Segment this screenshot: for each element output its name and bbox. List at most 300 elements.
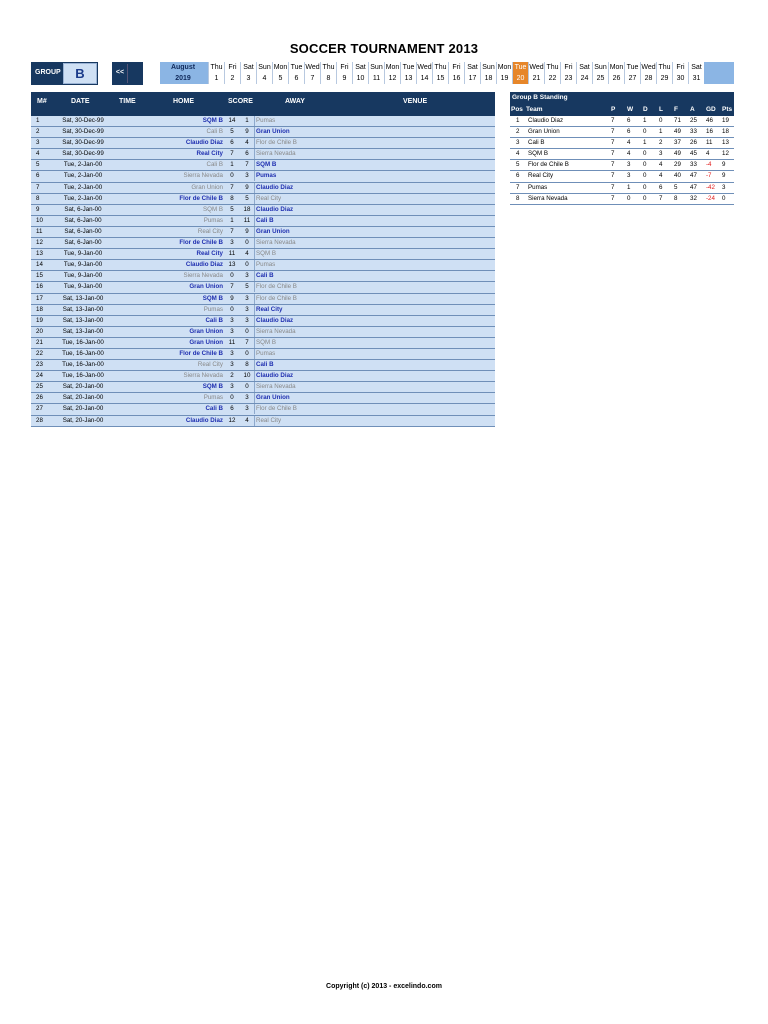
calendar-day-number: 27: [628, 75, 637, 82]
away-team: Claudio Diaz: [256, 183, 294, 191]
match-number: 6: [36, 172, 40, 180]
standing-goal-diff: -42: [706, 183, 715, 191]
standing-lost: 7: [659, 194, 663, 202]
calendar-day-number: 21: [532, 75, 541, 82]
away-team: Real City: [256, 305, 283, 313]
column-divider: [254, 183, 255, 193]
calendar-day-name: Fri: [452, 64, 461, 71]
column-divider: [254, 160, 255, 170]
standing-drawn: 0: [643, 194, 647, 202]
column-divider: [254, 305, 255, 315]
calendar-day[interactable]: [432, 62, 448, 84]
calendar-day[interactable]: [256, 62, 272, 84]
calendar-day-number: 25: [596, 75, 605, 82]
calendar-day[interactable]: [560, 62, 576, 84]
calendar-day-number: 17: [468, 75, 477, 82]
column-divider: [254, 216, 255, 226]
away-team: Real City: [256, 194, 282, 202]
calendar-day-number: 4: [262, 75, 267, 82]
standing-played: 7: [611, 183, 615, 191]
home-team: Pumas: [203, 394, 223, 402]
calendar-day-name: Wed: [529, 64, 544, 71]
page-title: SOCCER TOURNAMENT 2013: [289, 41, 479, 56]
table-row: [31, 349, 495, 360]
home-score: 5: [230, 128, 234, 136]
header-date: DATE: [71, 98, 90, 105]
column-divider: [254, 271, 255, 281]
column-divider: [254, 149, 255, 159]
table-row: [31, 238, 495, 249]
home-score: 8: [230, 194, 234, 202]
away-team: Sierra Nevada: [256, 239, 296, 247]
home-team: SQM B: [203, 205, 223, 213]
away-score: 18: [243, 205, 251, 213]
standing-points: 9: [722, 172, 726, 180]
standings-table: [510, 92, 734, 205]
standing-played: 7: [611, 117, 615, 124]
standing-points: 9: [722, 161, 726, 169]
column-divider: [254, 382, 255, 392]
table-row: [31, 260, 495, 271]
standings-title: Group B Standing: [510, 92, 734, 103]
header-played: P: [611, 106, 616, 113]
match-number: 4: [36, 150, 40, 158]
standing-won: 4: [627, 150, 631, 158]
standing-lost: 4: [659, 161, 663, 169]
home-team: Gran Union: [191, 183, 223, 191]
match-date: Sat, 20-Jan-00: [62, 394, 104, 402]
table-row: [31, 316, 495, 327]
standing-drawn: 0: [643, 172, 647, 180]
away-score: 4: [245, 139, 249, 147]
match-number: 5: [36, 161, 40, 169]
calendar-day[interactable]: [672, 62, 688, 84]
calendar-day-name: Sun: [594, 64, 607, 71]
match-number: 28: [36, 416, 43, 424]
standings-header: [510, 103, 734, 116]
calendar-day[interactable]: [464, 62, 480, 84]
group-label: GROUP: [35, 69, 61, 76]
calendar-day-name: Fri: [564, 64, 573, 71]
match-date: Tue, 2-Jan-00: [63, 172, 103, 180]
home-score: 3: [230, 316, 234, 324]
prev-month-button[interactable]: <<: [113, 64, 128, 83]
group-selector: [31, 62, 98, 85]
home-team: Flor de Chile B: [179, 239, 223, 247]
standing-won: 4: [627, 139, 631, 147]
home-score: 7: [230, 283, 234, 291]
calendar-day[interactable]: [208, 62, 224, 84]
header-goal-diff: GD: [706, 106, 716, 113]
calendar-day[interactable]: [688, 62, 704, 84]
match-date: Sat, 20-Jan-00: [62, 416, 104, 424]
column-divider: [254, 205, 255, 215]
match-date: Sat, 30-Dec-99: [62, 139, 104, 147]
calendar-nav: [112, 62, 143, 85]
match-date: Tue, 9-Jan-00: [63, 250, 103, 258]
standing-for: 71: [674, 117, 681, 124]
away-score: 9: [245, 183, 249, 191]
calendar-day-number: 10: [356, 75, 365, 82]
calendar-day-number: 7: [310, 75, 315, 82]
match-number: 9: [36, 205, 40, 213]
table-row: [31, 138, 495, 149]
standing-team: Pumas: [528, 183, 548, 191]
standing-team: Flor de Chile B: [528, 161, 569, 169]
table-row: [31, 416, 495, 427]
match-number: 23: [36, 361, 43, 369]
group-value-field[interactable]: B: [63, 63, 97, 84]
table-row: [31, 194, 495, 205]
home-score: 2: [230, 372, 234, 380]
match-date: Tue, 16-Jan-00: [62, 338, 104, 346]
match-date: Tue, 9-Jan-00: [63, 272, 103, 280]
away-team: Sierra Nevada: [256, 327, 296, 335]
home-score: 3: [230, 361, 234, 369]
table-row: [31, 393, 495, 404]
home-score: 6: [230, 139, 234, 147]
away-score: 3: [245, 272, 249, 280]
calendar-day-number: 8: [326, 75, 331, 82]
match-date: Tue, 16-Jan-00: [62, 361, 104, 369]
away-team: Gran Union: [256, 227, 290, 235]
standing-against: 25: [690, 117, 697, 124]
match-date: Sat, 13-Jan-00: [62, 294, 104, 302]
away-score: 4: [245, 416, 249, 424]
standing-goal-diff: 16: [706, 128, 713, 136]
standing-against: 33: [690, 161, 697, 169]
standing-team: SQM B: [528, 150, 548, 158]
calendar-day-number: 2: [230, 75, 235, 82]
calendar-year: 2019: [175, 75, 191, 82]
match-number: 10: [36, 216, 43, 224]
standing-against: 26: [690, 139, 697, 147]
standing-goal-diff: 46: [706, 117, 713, 124]
calendar-day[interactable]: [288, 62, 304, 84]
calendar-day[interactable]: [576, 62, 592, 84]
match-number: 2: [36, 128, 40, 136]
header-away: AWAY: [285, 98, 305, 105]
home-team: Sierra Nevada: [183, 272, 223, 280]
away-team: Claudio Diaz: [256, 372, 294, 380]
standing-goal-diff: -4: [706, 161, 712, 169]
away-team: SQM B: [256, 250, 276, 258]
calendar-day-name: Wed: [417, 64, 432, 71]
home-score: 0: [230, 394, 234, 402]
calendar-day[interactable]: [544, 62, 560, 84]
fixtures-table: [31, 116, 495, 427]
standing-drawn: 1: [643, 139, 647, 147]
calendar-day[interactable]: [336, 62, 352, 84]
standing-points: 0: [722, 194, 726, 202]
home-team: Real City: [196, 250, 223, 258]
standing-team: Cali B: [528, 139, 545, 147]
match-date: Sat, 6-Jan-00: [64, 205, 102, 213]
table-row: [31, 249, 495, 260]
header-against: A: [690, 106, 695, 113]
calendar-day-name: Mon: [497, 64, 512, 71]
match-date: Tue, 9-Jan-00: [63, 261, 103, 269]
standings-rows: [510, 116, 734, 205]
column-divider: [254, 138, 255, 148]
table-row: [31, 160, 495, 171]
away-score: 10: [243, 372, 251, 380]
calendar-day[interactable]: [352, 62, 368, 84]
table-row: [31, 327, 495, 338]
match-date: Sat, 20-Jan-00: [62, 383, 104, 391]
calendar-day-name: Tue: [514, 64, 527, 71]
home-team: Gran Union: [189, 338, 223, 346]
match-date: Tue, 2-Jan-00: [63, 161, 103, 169]
home-team: Cali B: [205, 316, 223, 324]
calendar-day[interactable]: [496, 62, 512, 84]
table-row: [31, 227, 495, 238]
match-number: 25: [36, 383, 43, 391]
away-score: 3: [245, 405, 249, 413]
table-row: [510, 116, 734, 127]
match-number: 8: [36, 194, 40, 202]
standing-won: 6: [627, 128, 631, 136]
standing-pos: 3: [516, 139, 520, 147]
calendar-day-number: 5: [278, 75, 283, 82]
standing-played: 7: [611, 161, 615, 169]
match-date: Sat, 30-Dec-99: [62, 128, 104, 136]
calendar-day-name: Fri: [676, 64, 685, 71]
away-team: Claudio Diaz: [256, 205, 294, 213]
standing-played: 7: [611, 172, 615, 180]
table-row: [31, 404, 495, 415]
standing-pos: 1: [516, 117, 520, 124]
away-score: 0: [245, 239, 249, 247]
column-divider: [254, 327, 255, 337]
calendar-day[interactable]: [512, 62, 528, 84]
standing-pos: 7: [516, 183, 520, 191]
home-score: 6: [230, 405, 234, 413]
away-team: Cali B: [256, 361, 274, 369]
calendar-day[interactable]: [656, 62, 672, 84]
table-row: [31, 116, 495, 127]
standing-played: 7: [611, 194, 615, 202]
home-score: 3: [230, 383, 234, 391]
away-team: Cali B: [256, 272, 274, 280]
calendar-day-number: 13: [404, 75, 413, 82]
home-team: SQM B: [202, 117, 223, 124]
away-score: 3: [245, 172, 249, 180]
calendar-day-number: 24: [580, 75, 589, 82]
home-score: 3: [230, 239, 234, 247]
away-score: 1: [245, 117, 249, 124]
home-score: 3: [230, 349, 234, 357]
copyright-text: Copyright (c) 2013 - excelindo.com: [326, 983, 442, 990]
table-row: [510, 138, 734, 149]
match-number: 15: [36, 272, 43, 280]
table-row: [31, 382, 495, 393]
away-score: 4: [245, 250, 249, 258]
calendar-day[interactable]: [224, 62, 240, 84]
calendar-day[interactable]: [640, 62, 656, 84]
header-time: TIME: [119, 98, 136, 105]
home-team: Gran Union: [189, 283, 223, 291]
match-date: Tue, 2-Jan-00: [63, 183, 103, 191]
away-team: Flor de Chile B: [256, 139, 297, 147]
standing-won: 3: [627, 172, 631, 180]
home-team: Flor de Chile B: [179, 194, 223, 202]
column-divider: [254, 349, 255, 359]
table-row: [510, 171, 734, 182]
standing-team: Claudio Diaz: [528, 117, 564, 124]
standing-played: 7: [611, 139, 615, 147]
calendar-day-number: 9: [342, 75, 347, 82]
match-date: Tue, 9-Jan-00: [63, 283, 103, 291]
standing-for: 8: [674, 194, 678, 202]
standing-for: 37: [674, 139, 681, 147]
calendar-day[interactable]: [240, 62, 256, 84]
calendar-day-number: 12: [388, 75, 397, 82]
standing-for: 5: [674, 183, 678, 191]
standing-lost: 4: [659, 172, 663, 180]
away-score: 7: [245, 338, 249, 346]
away-score: 0: [245, 383, 249, 391]
fixtures-header: [31, 92, 495, 116]
table-row: [31, 294, 495, 305]
home-score: 14: [228, 117, 236, 124]
standing-pos: 2: [516, 128, 520, 136]
header-won: W: [627, 106, 634, 113]
match-number: 17: [36, 294, 43, 302]
home-score: 12: [228, 416, 236, 424]
header-pos: Pos: [511, 106, 523, 113]
calendar-day[interactable]: [304, 62, 320, 84]
home-team: SQM B: [202, 294, 223, 302]
match-date: Sat, 13-Jan-00: [62, 305, 104, 313]
away-score: 7: [245, 161, 249, 169]
table-row: [510, 183, 734, 194]
match-number: 1: [36, 117, 40, 124]
column-divider: [254, 338, 255, 348]
away-score: 5: [245, 194, 249, 202]
away-team: Pumas: [256, 349, 276, 357]
home-score: 5: [230, 205, 234, 213]
calendar-day-name: Sat: [691, 64, 702, 71]
calendar-day[interactable]: [368, 62, 384, 84]
calendar-day-name: Fri: [228, 64, 237, 71]
standing-lost: 2: [659, 139, 663, 147]
calendar-day[interactable]: [480, 62, 496, 84]
match-date: Sat, 6-Jan-00: [64, 216, 102, 224]
table-row: [510, 194, 734, 205]
calendar-day-name: Fri: [340, 64, 349, 71]
calendar-month-year: [160, 62, 206, 84]
standing-team: Sierra Nevada: [528, 194, 568, 202]
match-number: 16: [36, 283, 43, 291]
away-team: Flor de Chile B: [256, 405, 297, 413]
standing-goal-diff: -7: [706, 172, 712, 180]
home-team: Claudio Diaz: [185, 139, 223, 147]
calendar-day-number: 19: [500, 75, 509, 82]
table-row: [31, 305, 495, 316]
away-score: 3: [245, 394, 249, 402]
calendar-month: August: [170, 64, 196, 71]
home-team: Cali B: [205, 405, 223, 413]
match-number: 26: [36, 394, 43, 402]
away-score: 11: [243, 216, 251, 224]
home-team: Cali B: [206, 161, 223, 169]
away-team: Pumas: [256, 172, 277, 180]
table-row: [31, 282, 495, 293]
column-divider: [254, 116, 255, 126]
away-team: Sierra Nevada: [256, 150, 296, 158]
standing-points: 18: [722, 128, 729, 136]
match-date: Sat, 13-Jan-00: [62, 316, 104, 324]
away-team: Pumas: [256, 117, 276, 124]
home-score: 7: [230, 227, 234, 235]
standing-played: 7: [611, 150, 615, 158]
calendar-day-number: 16: [452, 75, 461, 82]
table-row: [510, 160, 734, 171]
home-team: Flor de Chile B: [179, 349, 223, 357]
calendar-day-number: 18: [484, 75, 493, 82]
calendar-day-number: 26: [612, 75, 621, 82]
calendar-day-name: Tue: [402, 64, 415, 71]
match-date: Tue, 2-Jan-00: [63, 194, 103, 202]
calendar-day[interactable]: [448, 62, 464, 84]
standing-goal-diff: 4: [706, 150, 710, 158]
calendar-day[interactable]: [416, 62, 432, 84]
standing-pos: 4: [516, 150, 520, 158]
calendar-day[interactable]: [608, 62, 624, 84]
column-divider: [254, 260, 255, 270]
calendar-day-number: 29: [660, 75, 669, 82]
away-team: Gran Union: [256, 394, 290, 402]
home-score: 13: [228, 261, 236, 269]
calendar-day[interactable]: [400, 62, 416, 84]
calendar-day[interactable]: [320, 62, 336, 84]
column-divider: [254, 227, 255, 237]
standing-points: 13: [722, 139, 729, 147]
table-row: [31, 360, 495, 371]
away-team: Pumas: [256, 261, 276, 269]
column-divider: [254, 282, 255, 292]
home-team: Real City: [197, 227, 223, 235]
calendar-day[interactable]: [528, 62, 544, 84]
header-team: Team: [526, 106, 543, 113]
standing-for: 49: [674, 128, 681, 136]
match-number: 12: [36, 239, 43, 247]
home-score: 11: [228, 338, 236, 346]
match-date: Sat, 6-Jan-00: [64, 227, 102, 235]
home-score: 0: [230, 305, 234, 313]
calendar-day-name: Sat: [467, 64, 478, 71]
home-team: Cali B: [206, 128, 223, 136]
match-date: Tue, 16-Jan-00: [62, 349, 104, 357]
header-for: F: [674, 106, 678, 113]
home-team: Sierra Nevada: [183, 372, 223, 380]
calendar-day[interactable]: [384, 62, 400, 84]
calendar-day[interactable]: [272, 62, 288, 84]
table-row: [31, 149, 495, 160]
standing-drawn: 0: [643, 161, 647, 169]
away-team: SQM B: [256, 338, 276, 346]
match-date: Sat, 30-Dec-99: [62, 150, 104, 158]
calendar-day[interactable]: [592, 62, 608, 84]
away-score: 3: [245, 316, 249, 324]
calendar-day[interactable]: [624, 62, 640, 84]
calendar-day-number: 30: [676, 75, 685, 82]
home-score: 1: [230, 161, 234, 169]
calendar-day-name: Sun: [258, 64, 271, 71]
away-team: Flor de Chile B: [256, 294, 297, 302]
away-score: 0: [245, 327, 249, 335]
